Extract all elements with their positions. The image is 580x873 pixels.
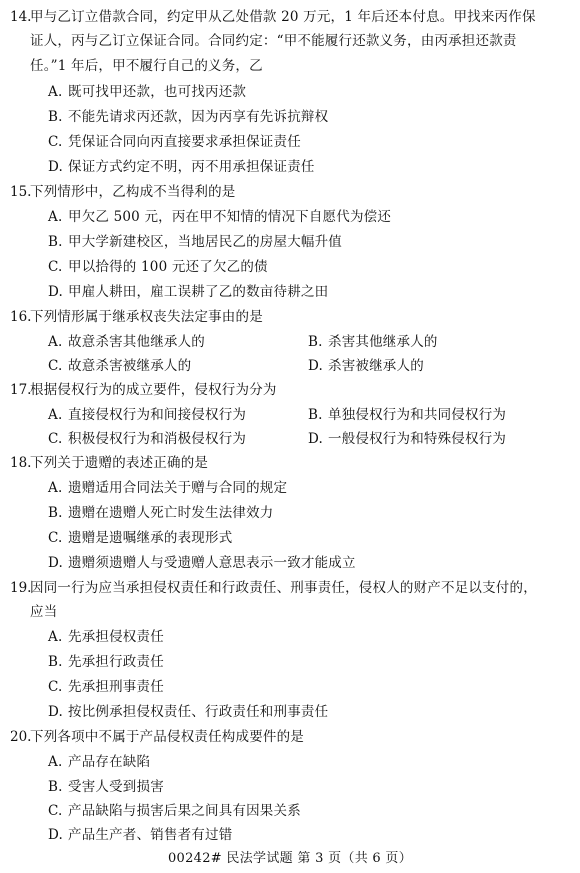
option-a: A. 产品存在缺陷 <box>48 754 151 770</box>
option-d: D. 一般侵权行为和特殊侵权行为 <box>308 431 507 447</box>
question-stem-line: 甲与乙订立借款合同，约定甲从乙处借款 20 万元，1 年后还本付息。甲找来丙作保 <box>30 9 536 25</box>
question-stem-line: 任。”1 年后，甲不履行自己的义务，乙 <box>30 58 263 74</box>
option-d: D. 遗赠须遗赠人与受遗赠人意思表示一致才能成立 <box>48 555 356 571</box>
option-b: B. 先承担行政责任 <box>48 654 164 670</box>
question-stem-line: 下列关于遗赠的表述正确的是 <box>30 455 209 471</box>
question-number: 14. <box>10 9 32 25</box>
question-number: 15. <box>10 184 32 200</box>
option-c: C. 先承担刑事责任 <box>48 679 164 695</box>
question-stem-line: 下列情形属于继承权丧失法定事由的是 <box>30 309 263 325</box>
option-c: C. 甲以拾得的 100 元还了欠乙的债 <box>48 259 268 275</box>
option-c: C. 积极侵权行为和消极侵权行为 <box>48 431 247 447</box>
option-b: B. 单独侵权行为和共同侵权行为 <box>308 407 507 423</box>
option-d: D. 甲雇人耕田，雇工误耕了乙的数亩待耕之田 <box>48 284 329 300</box>
question-stem-line: 因同一行为应当承担侵权责任和行政责任、刑事责任，侵权人的财产不足以支付的， <box>30 580 537 596</box>
question-stem-line: 根据侵权行为的成立要件，侵权行为分为 <box>30 382 277 398</box>
question-stem-line: 证人，丙与乙订立保证合同。合同约定：“甲不能履行还款义务，由丙承担还款责 <box>30 33 517 49</box>
question-number: 18. <box>10 455 32 471</box>
question-number: 17. <box>10 382 32 398</box>
option-c: C. 故意杀害被继承人的 <box>48 358 192 374</box>
question-number: 19. <box>10 580 32 596</box>
option-d: D. 保证方式约定不明，丙不用承担保证责任 <box>48 159 315 175</box>
option-b: B. 不能先请求丙还款，因为丙享有先诉抗辩权 <box>48 109 329 125</box>
question-number: 16. <box>10 309 32 325</box>
option-a: A. 先承担侵权责任 <box>48 629 164 645</box>
option-d: D. 按比例承担侵权责任、行政责任和刑事责任 <box>48 704 329 720</box>
option-a: A. 遗赠适用合同法关于赠与合同的规定 <box>48 480 288 496</box>
option-a: A. 既可找甲还款，也可找丙还款 <box>48 84 247 100</box>
option-c: C. 产品缺陷与损害后果之间具有因果关系 <box>48 803 301 819</box>
option-b: B. 杀害其他继承人的 <box>308 334 438 350</box>
option-c: C. 凭保证合同向丙直接要求承担保证责任 <box>48 134 301 150</box>
page-footer: 00242# 民法学试题 第 3 页（共 6 页） <box>167 851 413 866</box>
option-a: A. 直接侵权行为和间接侵权行为 <box>48 407 247 423</box>
option-d: D. 杀害被继承人的 <box>308 358 424 374</box>
question-stem-line: 应当 <box>30 604 58 620</box>
question-stem-line: 下列各项中不属于产品侵权责任构成要件的是 <box>30 729 304 745</box>
question-number: 20. <box>10 729 32 745</box>
question-stem-line: 下列情形中，乙构成不当得利的是 <box>30 184 236 200</box>
option-b: B. 遗赠在遗赠人死亡时发生法律效力 <box>48 505 274 521</box>
option-b: B. 受害人受到损害 <box>48 779 164 795</box>
option-a: A. 故意杀害其他继承人的 <box>48 334 205 350</box>
option-b: B. 甲大学新建校区，当地居民乙的房屋大幅升值 <box>48 234 342 250</box>
option-a: A. 甲欠乙 500 元，丙在甲不知情的情况下自愿代为偿还 <box>48 209 392 225</box>
option-d: D. 产品生产者、销售者有过错 <box>48 827 233 843</box>
option-c: C. 遗赠是遗嘱继承的表现形式 <box>48 530 233 546</box>
